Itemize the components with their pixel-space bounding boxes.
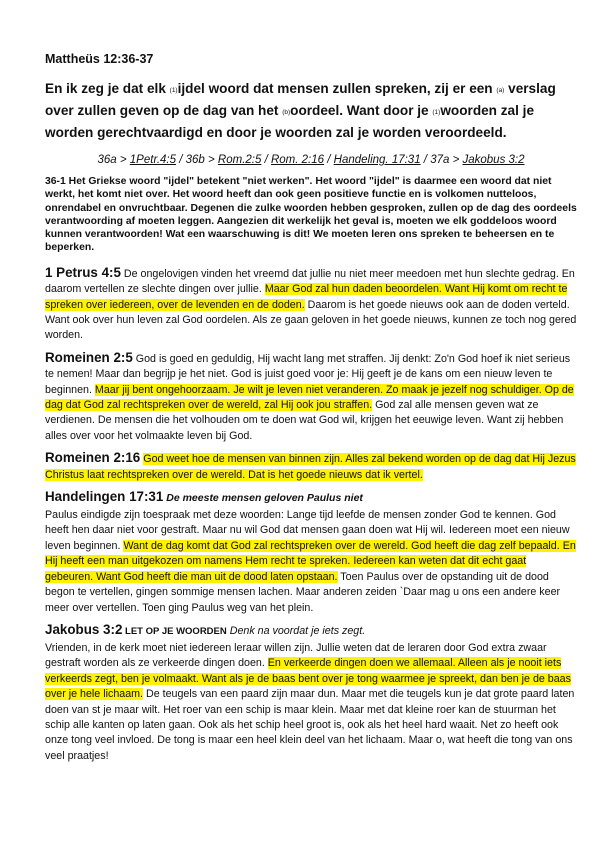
xref-separator: /: [261, 154, 271, 166]
footnote-marker: (1): [169, 87, 178, 94]
section-heading: Jakobus 3:2: [45, 621, 123, 637]
page-title: Mattheüs 12:36-37: [45, 52, 154, 66]
highlighted-text: God weet hoe de mensen van binnen zijn. Alles zal bekend worden op de dag dat Hij Jezus Christus laat rechtspreken over de wereld. Dat is het goede nieuws dat ik vertel.: [45, 453, 576, 481]
xref-link-handelingen[interactable]: Handeling. 17:31: [333, 154, 421, 166]
section-text: God zal alle mensen geven wat ze verdienen. De mensen die het volhouden om te doen wat God wil, krijgen het eeuwige leven. Want zij hebben alles over voor het volmaakte leven bij God.: [45, 399, 564, 442]
section-text: Vrienden, in de kerk moet niet iedereen leraar willen zijn. Jullie weten dat de leraren door God extra zwaar gestraft worden als ze verkeerde dingen doen.: [45, 641, 547, 670]
section-text: Paulus eindigde zijn toespraak met deze woorden: Lange tijd leefde de mensen zonder God te kennen. God heeft hen daar niet voor gestraft. Maar nu wil God dat mensen gaan doen wat Hij wil. Iedereen moet een nieuw leven beginnen.: [45, 509, 570, 552]
footnote-note: [45, 175, 577, 255]
section-heading: 1 Petrus 4:5: [45, 264, 121, 280]
section-subtitle: LET OP JE WOORDEN: [122, 625, 227, 637]
main-verse: [45, 79, 577, 143]
section-jakobus-body: [45, 641, 577, 764]
section-heading: Romeinen 2:16: [45, 450, 141, 466]
verse-text: verslag over zullen geven op de dag van het: [45, 81, 556, 118]
section-1-petrus: [45, 265, 577, 344]
section-text: God is goed en geduldig, Hij wacht lang met straffen. Jij denkt: Zo'n God hoef ik niet serieus te nemen! Maar dan begrijp je het niet. God is juist goed voor je: Hij geeft je de kans om een nieuw leven te beginnen.: [45, 352, 571, 396]
xref-link-rom25[interactable]: Rom.2:5: [217, 154, 262, 166]
section-text: De teugels van een paard zijn maar dun. Maar met die teugels kun je dat grote paard laten doen van st je maar wilt. Het roer van een schip is maar klein. Maar met dat kleine roer kan de stuurman het schip alle kanten op laten gaan. Ook als het schip heel groot is, ook als het heel hard waait. Net zo heeft ook onze tong veel invloed. De tong is maar een heel klein deel van het lichaam. Maar o, wat heeft die tong van ons veel praatjes!: [45, 688, 575, 762]
xref-link-jakobus[interactable]: Jakobus 3:2: [462, 154, 525, 166]
section-handelingen-body: [45, 508, 577, 616]
highlighted-text: En verkeerde dingen doen we allemaal. Alleen als je nooit iets verkeerds zegt, ben je volmaakt. Want als je de baas bent over je tong waarmee je spreekt, dan ben je de baas over je hele lichaam.: [45, 657, 571, 701]
section-heading: Handelingen 17:31: [45, 489, 164, 505]
section-subtitle: De meeste mensen geloven Paulus niet: [163, 492, 363, 505]
footnote-marker: (a): [496, 87, 505, 94]
section-romeinen-2-5: [45, 350, 577, 444]
xref-label: 36a >: [97, 154, 130, 166]
cross-references: [45, 154, 577, 166]
verse-text: oordeel. Want door je: [290, 103, 433, 118]
verse-text: woorden zal je worden gerechtvaardigd en door je woorden zal je worden veroordeeld.: [45, 103, 535, 140]
footnote-marker: (b): [282, 109, 291, 116]
xref-label: / 36b >: [176, 154, 218, 166]
highlighted-text: Maar jij bent ongehoorzaam. Je wilt je leven niet veranderen. Zo maak je jezelf nog schuldiger. Op de dag dat God zal rechtspreken over de wereld, zal Hij ook jou straffen.: [45, 383, 574, 412]
footnote-marker: (1): [432, 109, 441, 116]
section-jakobus-heading: [45, 622, 577, 637]
xref-separator: /: [324, 154, 334, 166]
document-page: [45, 40, 577, 770]
note-label: 36-1: [45, 176, 66, 187]
note-text: Het Griekse woord "ijdel" betekent "niet werken". Het woord "ijdel" is daarmee een woord dat niet werkt, het komt niet over. Het woord heeft dan ook geen positieve functie en is volkomen nutteloos, onrendabel en onvruchtbaar. Degenen die zulke woorden hebben gesproken, zullen op de dag des oordeels verantwoording af moeten leggen. Aangezien dit werkelijk het geval is, moeten we elk goddeloos woord kunnen verantwoorden! Wat een waarschuwing is dit! We moeten leren ons spreken te beheersen en te beperken.: [45, 176, 577, 254]
section-handelingen-heading: [45, 489, 577, 504]
verse-text: En ik zeg je dat elk: [45, 81, 170, 96]
xref-link-1petr[interactable]: 1Petr.4:5: [129, 154, 177, 166]
xref-label: / 37a >: [420, 154, 463, 166]
highlighted-text: Maar God zal hun daden beoordelen. Want Hij komt om recht te spreken over iedereen, over de levenden en de doden.: [45, 283, 568, 311]
section-text: De ongelovigen vinden het vreemd dat jullie nu niet meer meedoen met hun slechte gedrag. En daarom vertellen ze slechte dingen over jullie.: [45, 267, 575, 296]
section-heading: Romeinen 2:5: [45, 349, 133, 365]
section-subtitle-italic: Denk na voordat je iets zegt.: [226, 624, 366, 637]
section-text: Toen Paulus over de opstanding uit de dood begon te vertellen, gingen sommige mensen lachen. Maar anderen zeiden `Daar mag u ons een andere keer meer over vertellen. Toen ging Paulus weg van het plein.: [45, 570, 561, 614]
verse-text: ijdel woord dat mensen zullen spreken, zij er een: [177, 81, 497, 96]
section-text: Daarom is het goede nieuws ook aan de doden verteld. Want ook over hun leven zal God oordelen. Als ze gaan geloven in het goede nieuws, kunnen ze toch nog gered worden.: [45, 298, 577, 342]
section-romeinen-2-16: [45, 450, 577, 483]
highlighted-text: Want de dag komt dat God zal rechtspreken over de wereld. God heeft die dag zelf bepaald. En Hij heeft een man uitgekozen om namens Hem recht te spreken. Iedereen kan weten dat dit echt gaat gebeuren. Want God heeft die man uit de dood laten opstaan.: [45, 539, 576, 583]
xref-link-rom216[interactable]: Rom. 2:16: [270, 154, 325, 166]
